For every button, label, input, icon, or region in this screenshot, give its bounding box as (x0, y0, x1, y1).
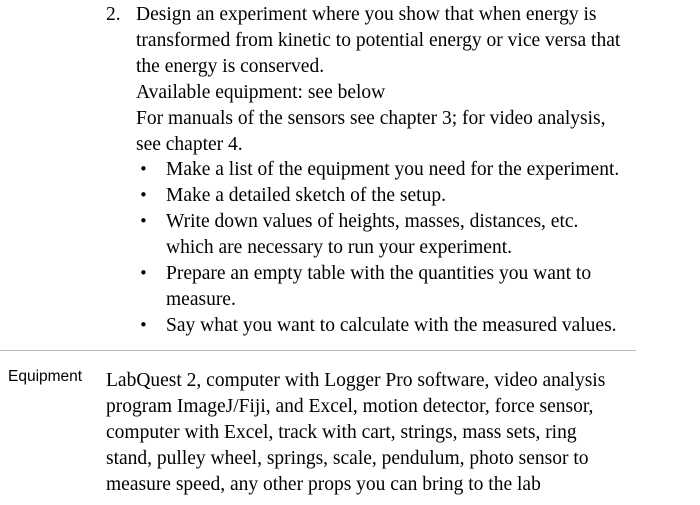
equipment-line: stand, pulley wheel, springs, scale, pendulum, photo sensor to (106, 447, 589, 469)
checklist-item-text: Write down values of heights, masses, distances, etc. (166, 211, 579, 233)
equipment-line: program ImageJ/Fiji, and Excel, motion detector, force sensor, (106, 395, 594, 417)
task-number: 2. (106, 4, 121, 25)
equipment-line: measure speed, any other props you can bring to the lab (106, 473, 541, 495)
checklist-item-text: Prepare an empty table with the quantities you want to (166, 263, 592, 285)
task-intro (136, 2, 656, 80)
checklist-item (136, 183, 656, 209)
task-body (136, 2, 656, 339)
checklist-item (136, 261, 656, 313)
equipment-note: Available equipment: see below (136, 81, 386, 103)
section-divider (0, 350, 636, 351)
task-intro-line: transformed from kinetic to potential energy or vice versa that (136, 29, 621, 51)
checklist-item-text: measure. (166, 288, 236, 310)
checklist-item (136, 157, 656, 183)
task-intro-line: Design an experiment where you show that when energy is (136, 4, 597, 25)
checklist-item (136, 209, 656, 261)
manual-note-line: see chapter 4. (136, 133, 243, 155)
checklist-item-text: which are necessary to run your experiment. (166, 237, 512, 259)
checklist-item-text: Make a detailed sketch of the setup. (166, 185, 446, 207)
task-intro-line: the energy is conserved. (136, 55, 325, 77)
manual-note-line: For manuals of the sensors see chapter 3; for video analysis, (136, 107, 606, 129)
equipment-list (106, 368, 646, 498)
checklist-item-text: Make a list of the equipment you need for the experiment. (166, 159, 620, 181)
task-checklist (136, 157, 656, 338)
checklist-item (136, 313, 656, 339)
manual-note (136, 106, 656, 158)
equipment-line: computer with Excel, track with cart, strings, mass sets, ring (106, 421, 577, 443)
equipment-line: LabQuest 2, computer with Logger Pro software, video analysis (106, 370, 606, 391)
equipment-label: Equipment (8, 368, 83, 385)
checklist-item-text: Say what you want to calculate with the measured values. (166, 314, 617, 336)
